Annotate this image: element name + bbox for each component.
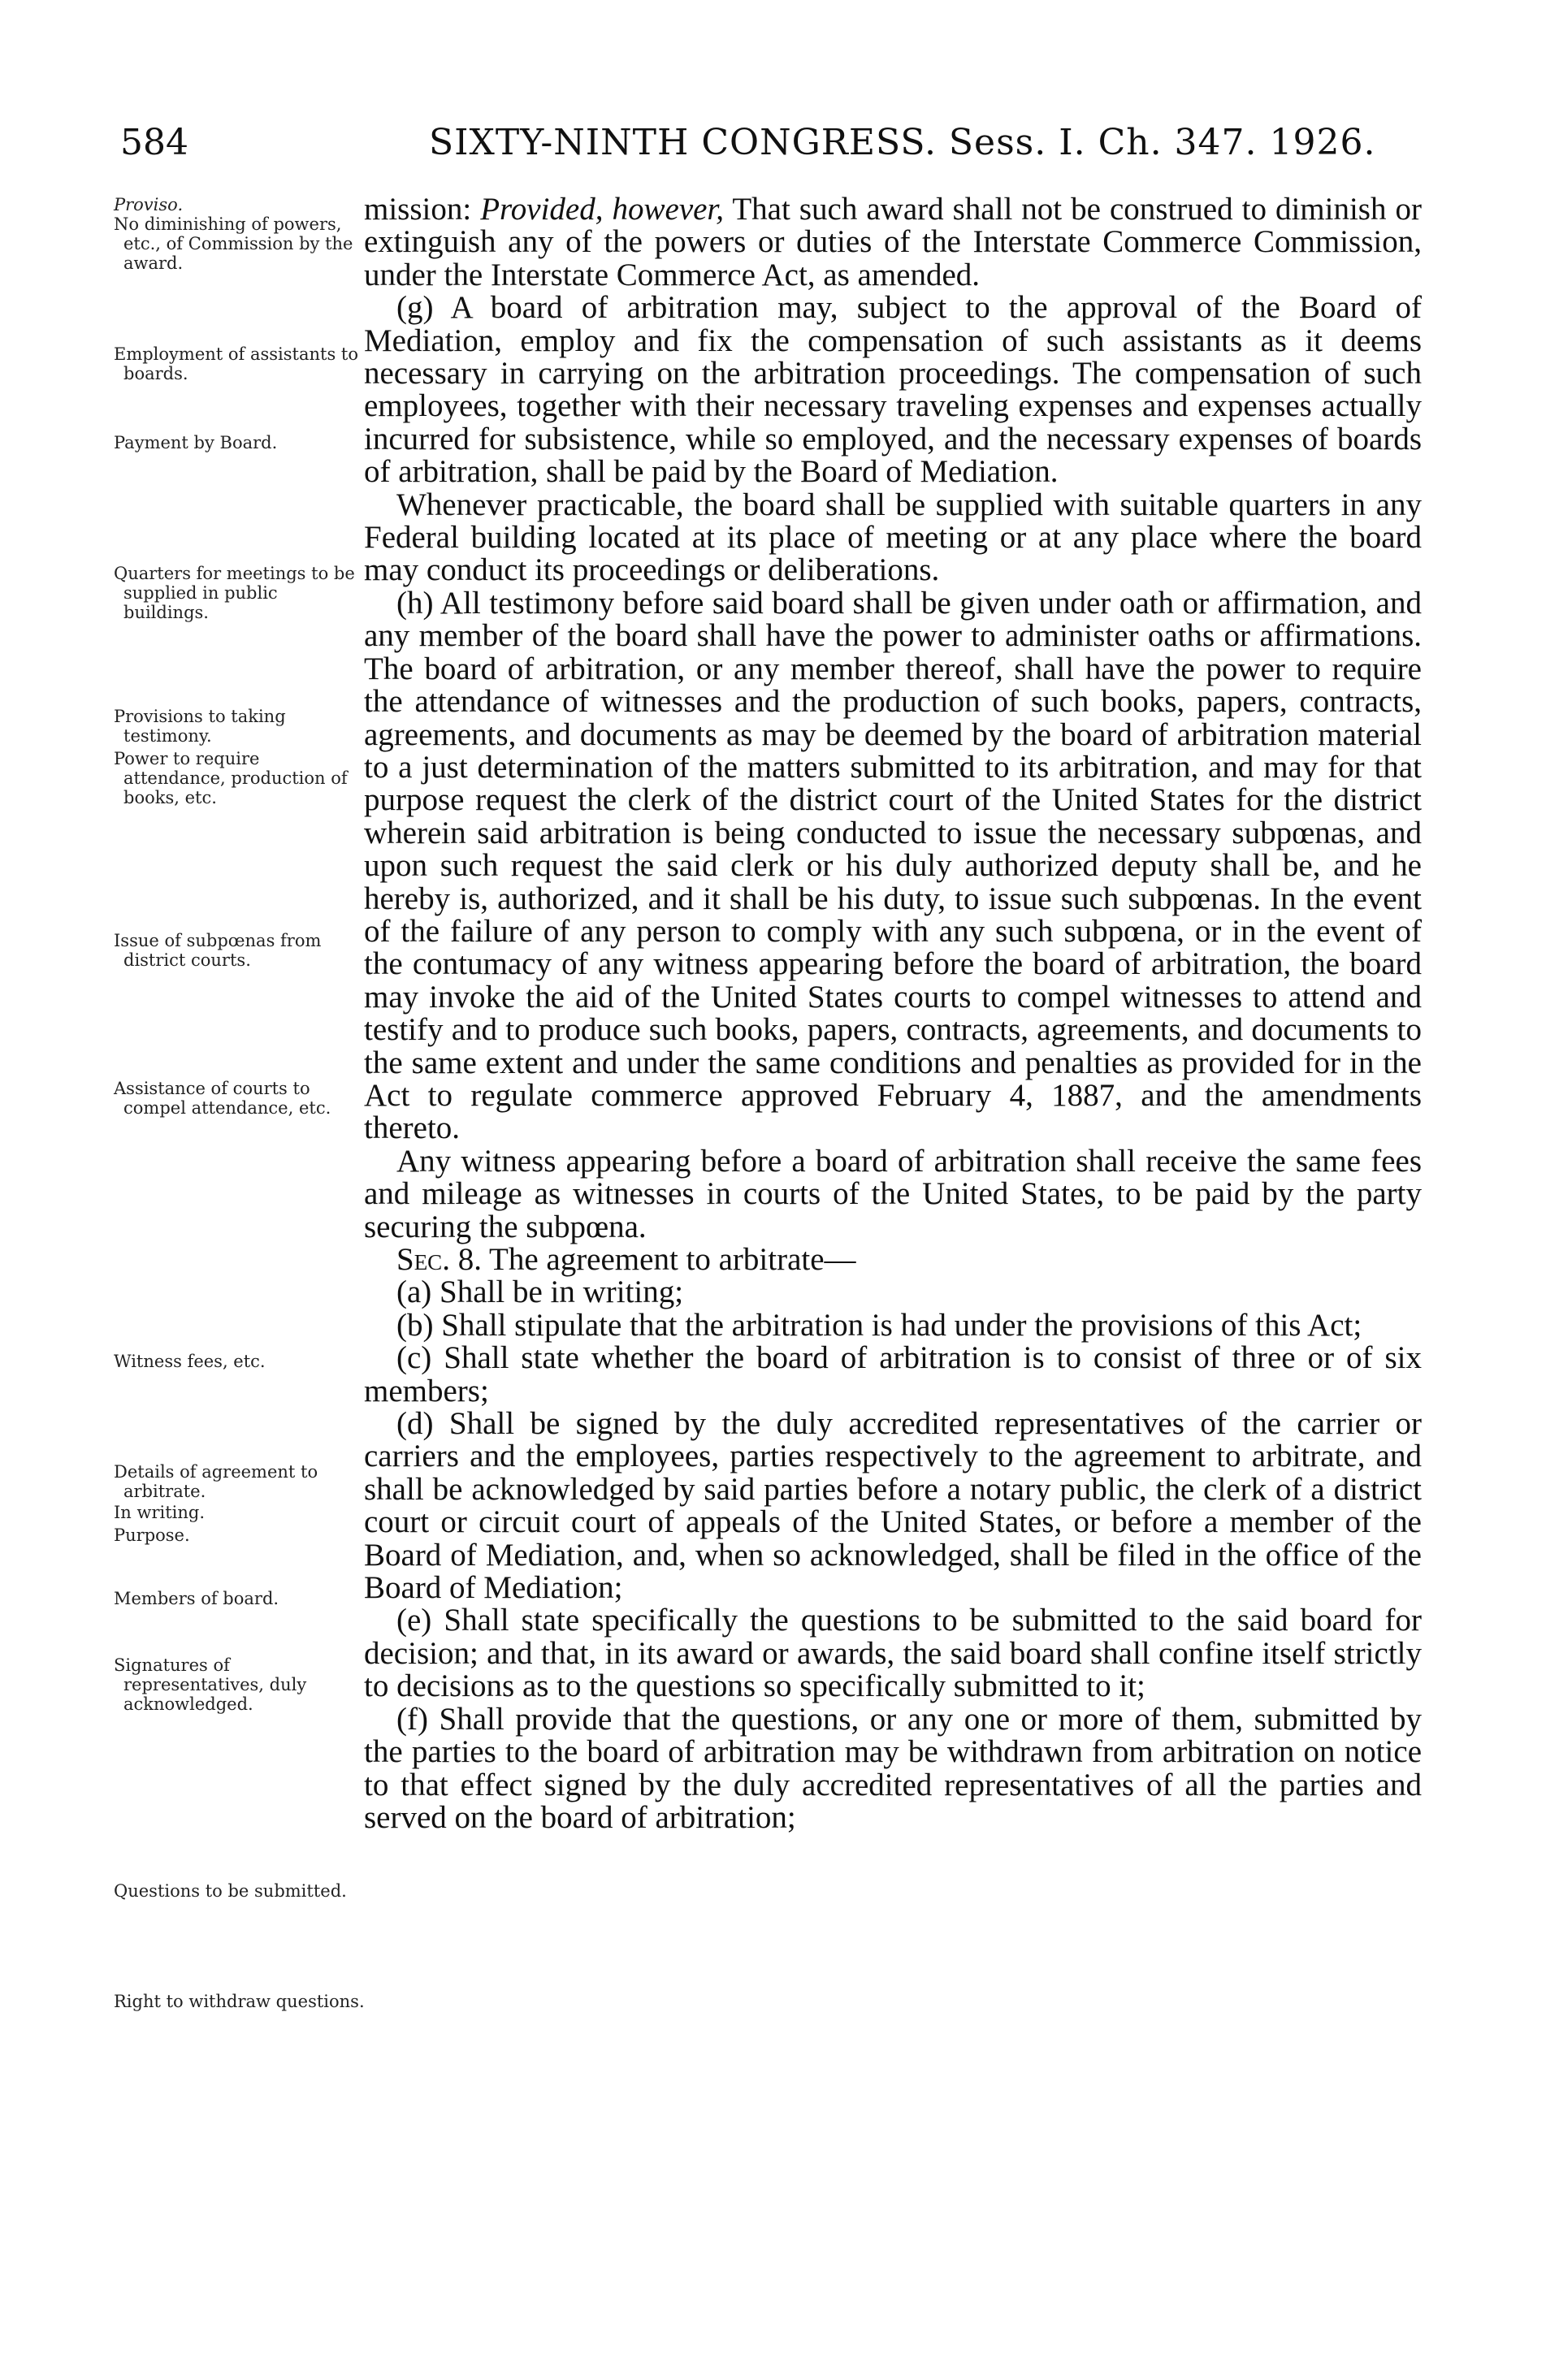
margin-note-payment: Payment by Board. (114, 433, 278, 452)
paragraph-quarters: Whenever practicable, the board shall be supplied with suitable quarters in any Federal building located at its place of meeting or at any place where the board may conduct its proceedings or deliberations. (364, 487, 1422, 588)
clause-e: (e) Shall state specifically the questions to be submitted to the said board for decision; and that, in its award or awards, the said board shall confine itself strictly to decisions as to the questions so specifically submitted to it; (364, 1603, 1422, 1704)
clause-d: (d) Shall be signed by the duly accredited representatives of the carrier or carriers and the employees, parties respectively to the agreement to arbitrate, and shall be acknowledged by said parties before a notary public, the clerk of a district court or circuit court of appeals of the United States, or before a member of the Board of Mediation, and, when so acknowledged, shall be filed in the office of the Board of Mediation; (364, 1406, 1422, 1606)
margin-note-testimony: Provisions to taking testimony. (114, 707, 286, 746)
running-head: SIXTY-NINTH CONGRESS. Sess. I. Ch. 347. 1926. (429, 122, 1376, 163)
margin-note-no-diminishing: No diminishing of powers, etc., of Commission by the award. (114, 214, 353, 273)
margin-note-questions: Questions to be submitted. (114, 1881, 347, 1901)
margin-note-signatures: Signatures of representatives, duly acknowledged. (114, 1655, 307, 1714)
page-header (120, 122, 1420, 171)
margin-notes (114, 193, 366, 2322)
margin-note-details: Details of agreement to arbitrate. (114, 1462, 318, 1501)
margin-note-employment: Employment of assistants to boards. (114, 344, 359, 383)
margin-note-members: Members of board. (114, 1589, 279, 1608)
margin-note-writing: In writing. (114, 1503, 206, 1522)
paragraph-g: (g) A board of arbitration may, subject to the approval of the Board of Mediation, employ and fix the compensation of such assistants as it deems necessary in carrying on the arbitration proceedings. The compensation of such employees, together with their necessary traveling expenses and expenses actually incurred for subsistence, while so employed, and the necessary expenses of boards of arbitration, shall be paid by the Board of Mediation. (364, 290, 1422, 490)
margin-note-witness-fees: Witness fees, etc. (114, 1352, 266, 1371)
margin-note-quarters: Quarters for meetings to be supplied in public buildings. (114, 564, 355, 622)
body-text (364, 193, 1422, 2322)
clause-c: (c) Shall state whether the board of arbitration is to consist of three or of six members; (364, 1340, 1422, 1409)
page-number: 584 (120, 122, 188, 163)
margin-note-proviso: Proviso. (114, 195, 184, 214)
section-8-heading: Sec. 8. The agreement to arbitrate— (396, 1242, 856, 1277)
clause-f: (f) Shall provide that the questions, or any one or more of them, submitted by the parties to the board of arbitration may be withdrawn from arbitration on notice to that effect signed by the duly accredited representatives of all the parties and served on the board of arbitration; (364, 1701, 1422, 1835)
clause-a: (a) Shall be in writing; (396, 1274, 684, 1310)
paragraph-h: (h) All testimony before said board shall be given under oath or affirmation, and any member of the board shall have the power to administer oaths or affirmations. The board of arbitration, or any member thereof, shall have the power to require the attendance of witnesses and the production of such books, papers, contracts, agreements, and documents as may be deemed by the board of arbitration material to a just determination of the matters submitted to its arbitration, and may for that purpose request the clerk of the district court of the United States for the district wherein said arbitration is being conducted to issue the necessary subpœnas, and upon such request the said clerk or his duly authorized deputy shall be, and he hereby is, authorized, and it shall be his duty, to issue such subpœnas. In the event of the failure of any person to comply with any such subpœna, or in the event of the contumacy of any witness appearing before the board of arbitration, the board may invoke the aid of the United States courts to compel witnesses to attend and testify and to produce such books, papers, contracts, agreements, and documents to the same extent and under the same conditions and penalties as provided for in the Act to regulate commerce approved February 4, 1887, and the amendments thereto. (364, 585, 1422, 1146)
margin-note-courts: Assistance of courts to compel attendance, etc. (114, 1079, 331, 1118)
margin-note-purpose: Purpose. (114, 1525, 190, 1545)
paragraph-witness: Any witness appearing before a board of arbitration shall receive the same fees and mileage as witnesses in courts of the United States, to be paid by the party securing the subpœna. (364, 1143, 1422, 1244)
clause-b: (b) Shall stipulate that the arbitration is had under the provisions of this Act; (396, 1307, 1362, 1343)
margin-note-attendance: Power to require attendance, production of books, etc. (114, 749, 348, 807)
margin-note-subpoenas: Issue of subpœnas from district courts. (114, 931, 322, 970)
margin-note-withdraw: Right to withdraw questions. (114, 1992, 365, 2011)
paragraph-proviso: mission: Provided, however, That such award shall not be construed to diminish or extinguish any of the powers or duties of the Interstate Commerce Commission, under the Interstate Commerce Act, as amended. (364, 192, 1422, 292)
